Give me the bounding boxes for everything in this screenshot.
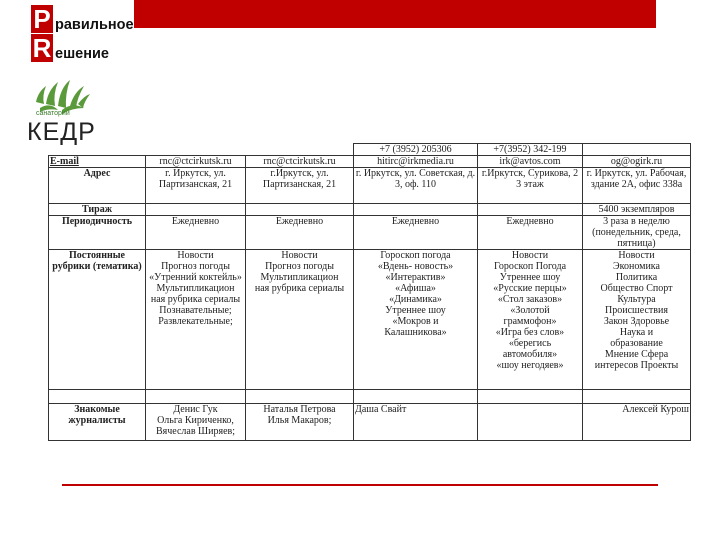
rubric-line: «Афиша» <box>395 283 436 294</box>
rubric-line: Утреннее шоу <box>385 305 446 316</box>
rubrics-cell-4 <box>478 250 583 390</box>
rubric-line: Гороскоп погода <box>380 250 451 261</box>
rubric-line: Мультипликацион <box>156 283 235 294</box>
email-cell: hitirc@irkmedia.ru <box>354 156 478 168</box>
rubrics-cell-3 <box>354 250 478 390</box>
table-row <box>49 204 691 216</box>
rubric-line: образование <box>610 338 663 349</box>
rubric-line: Калашникова» <box>384 327 447 338</box>
rubrics-cell-5 <box>583 250 691 390</box>
rubric-line: Познавательные; <box>159 305 232 316</box>
table-row <box>49 216 691 250</box>
rubric-line: Новости <box>281 250 318 261</box>
top-accent-bar <box>134 0 656 28</box>
rubric-line: Утреннее шоу <box>499 272 561 283</box>
address-cell: г.Иркутск, ул. Партизанская, 21 <box>246 168 354 204</box>
address-cell: г. Иркутск, ул. Советская, д. 3, оф. 110 <box>354 168 478 204</box>
address-cell: г.Иркутск, Сурикова, 2 3 этаж <box>478 168 583 204</box>
email-cell: rnc@ctcirkutsk.ru <box>246 156 354 168</box>
rubric-line: «Золотой <box>510 305 550 316</box>
journalists-cell-1 <box>146 404 246 441</box>
journalist-name: Наталья Петрова <box>263 404 336 415</box>
rubric-line: ная рубрика сериалы <box>150 294 241 305</box>
rubric-line: Новости <box>511 250 549 261</box>
journalist-name: Ольга Кириченко, <box>157 415 234 426</box>
journalist-name: Денис Гук <box>173 404 218 415</box>
logo-word-2: ешение <box>55 46 109 62</box>
rubric-line: Политика <box>615 272 658 283</box>
rubrics-label: Постоянные рубрики (тематика) <box>49 250 146 390</box>
rubric-line: «шоу негодяев» <box>496 360 564 371</box>
periodicity-cell: 3 раза в неделю (понедельник, среда, пятница) <box>583 216 691 250</box>
sanatorium-name: КЕДР <box>27 118 96 146</box>
bottom-accent-line <box>62 484 658 486</box>
rubric-line: граммофон» <box>503 316 557 327</box>
phone-cell: +7(3952) 342-199 <box>478 144 583 156</box>
address-cell: г. Иркутск, ул. Партизанская, 21 <box>146 168 246 204</box>
rubric-line: Происшествия <box>605 305 668 316</box>
rubric-line: Развлекательные; <box>158 316 233 327</box>
rubric-line: Прогноз погоды <box>161 261 230 272</box>
rubric-line: «берегись <box>508 338 552 349</box>
rubric-line: Мнение Сфера <box>604 349 669 360</box>
address-label: Адрес <box>49 168 146 204</box>
rubric-line: Гороскоп Погода <box>493 261 567 272</box>
periodicity-cell: Ежедневно <box>246 216 354 250</box>
journalists-label: Знакомые журналисты <box>49 404 146 441</box>
rubrics-cell-2 <box>246 250 354 390</box>
periodicity-cell: Ежедневно <box>478 216 583 250</box>
rubric-line: Мультипликацион <box>260 272 339 283</box>
journalists-cell-3 <box>354 404 478 441</box>
periodicity-cell: Ежедневно <box>354 216 478 250</box>
table-row <box>49 404 691 441</box>
rubric-line: «Вдень- новость» <box>377 261 454 272</box>
rubric-line: «Утренний коктейль» <box>149 272 242 283</box>
table-row <box>49 144 691 156</box>
table-row <box>49 168 691 204</box>
periodicity-label: Периодичность <box>49 216 146 250</box>
rubric-line: «Игра без слов» <box>495 327 565 338</box>
rubric-line: автомобиля» <box>502 349 558 360</box>
journalist-name: Илья Макаров; <box>267 415 332 426</box>
table-row <box>49 250 691 390</box>
rubric-line: «Мокров и <box>392 316 439 327</box>
logo-letter-r: R <box>32 33 52 63</box>
email-label: E-mail <box>50 156 79 167</box>
email-cell: og@ogirk.ru <box>583 156 691 168</box>
circulation-label: Тираж <box>49 204 146 216</box>
rubric-line: Общество Спорт <box>600 283 673 294</box>
rubric-line: «Русские перцы» <box>493 283 567 294</box>
periodicity-cell: Ежедневно <box>146 216 246 250</box>
logo-word-1: равильное <box>55 17 134 33</box>
rubric-line: Прогноз погоды <box>265 261 334 272</box>
email-cell: irk@avtos.com <box>478 156 583 168</box>
journalist-name: Даша Свайт <box>355 404 407 415</box>
journalist-name: Алексей Курош <box>622 404 689 415</box>
journalists-cell-4 <box>478 404 583 441</box>
company-logo <box>31 4 134 63</box>
rubric-line: «Динамика» <box>389 294 442 305</box>
rubric-line: ная рубрика сериалы <box>254 283 345 294</box>
rubrics-cell-1 <box>146 250 246 390</box>
logo-letter-p: P <box>31 5 53 33</box>
rubric-line: Экономика <box>613 261 660 272</box>
rubric-line: интересов Проекты <box>594 360 679 371</box>
rubric-line: «Интерактив» <box>385 272 446 283</box>
rubric-line: «Стол заказов» <box>497 294 563 305</box>
email-cell: rnc@ctcirkutsk.ru <box>146 156 246 168</box>
rubric-line: Культура <box>617 294 656 305</box>
rubric-line: Новости <box>618 250 655 261</box>
journalist-name: Вячеслав Ширяев; <box>155 426 236 437</box>
circulation-value: 5400 экземпляров <box>583 204 691 216</box>
table-row <box>49 390 691 404</box>
rubric-line: Новости <box>177 250 214 261</box>
journalists-cell-5 <box>583 404 691 441</box>
phone-cell: +7 (3952) 205306 <box>354 144 478 156</box>
rubric-line: Закон Здоровье <box>603 316 670 327</box>
media-table <box>48 143 691 441</box>
address-cell: г. Иркутск, ул. Рабочая, здание 2А, офис 338а <box>583 168 691 204</box>
sanatorium-subtitle: санаторий <box>36 110 70 117</box>
table-row <box>49 156 691 168</box>
journalists-cell-2 <box>246 404 354 441</box>
rubric-line: Наука и <box>619 327 654 338</box>
